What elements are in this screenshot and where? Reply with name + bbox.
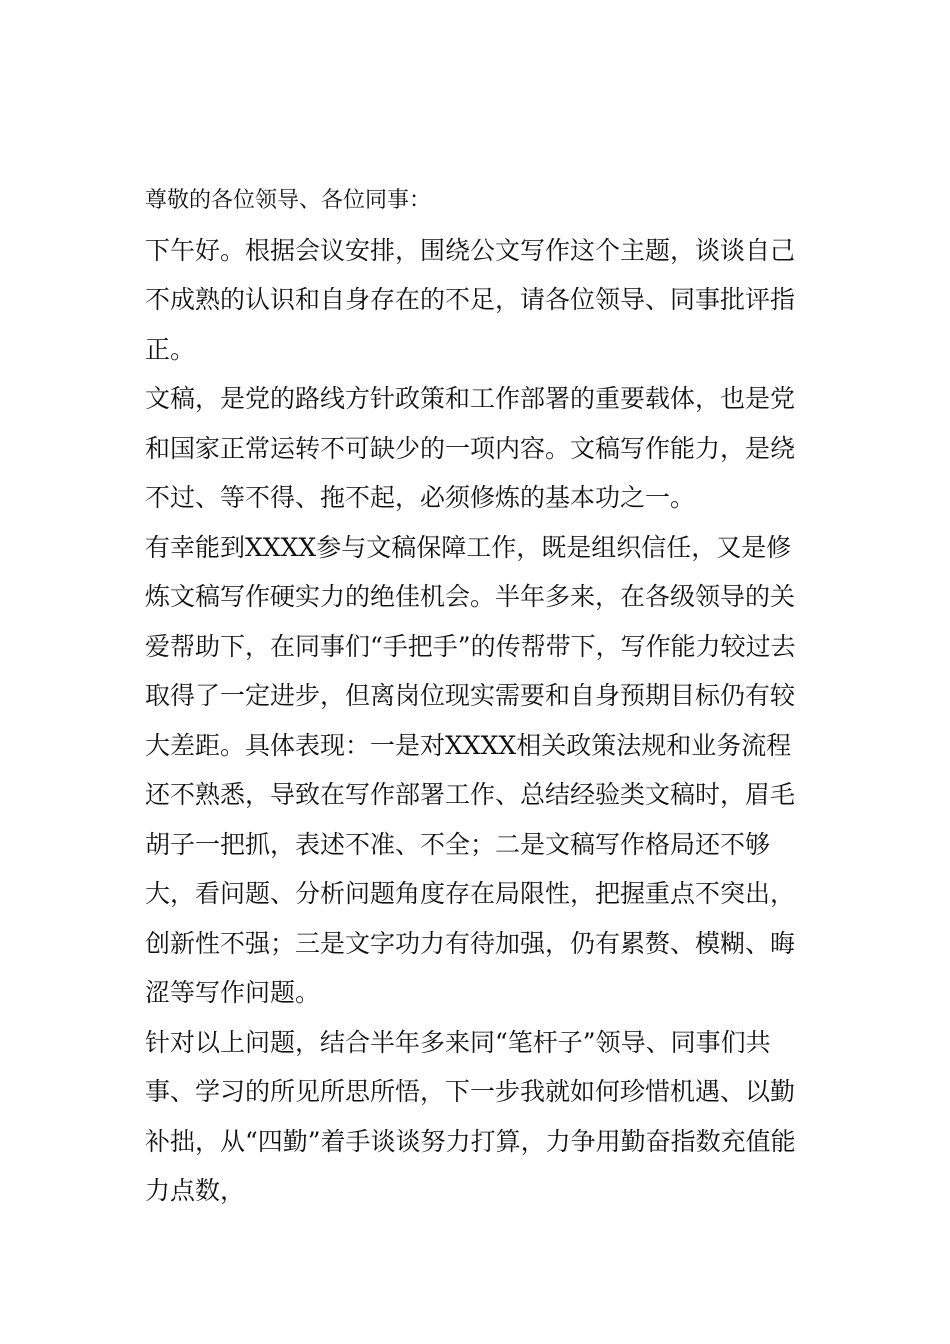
paragraph-next-steps: 针对以上问题，结合半年多来同“笔杆子”领导、同事们共事、学习的所见所思所悟，下一步我就如何珍惜机遇、以勤补拙，从“四勤”着手谈谈努力打算，力争用勤奋指数充值能力点数， — [145, 1027, 796, 1205]
document-body — [145, 176, 811, 1216]
paragraph-self-assessment: 有幸能到XXXX参与文稿保障工作，既是组织信任，又是修炼文稿写作硬实力的绝佳机会。半年多来，在各级领导的关爱帮助下，在同事们“手把手”的传帮带下，写作能力较过去取得了一定进步，但离岗位现实需要和自身预期目标仍有较大差距。具体表现：一是对XXXX相关政策法规和业务流程还不熟悉，导致在写作部署工作、总结经验类文稿时，眉毛胡子一把抓，表述不准、不全；二是文稿写作格局还不够大，看问题、分析问题角度存在局限性，把握重点不突出，创新性不强；三是文字功力有待加强，仍有累赘、模糊、晦涩等写作问题。 — [145, 532, 796, 1007]
paragraph-importance: 文稿，是党的路线方针政策和工作部署的重要载体，也是党和国家正常运转不可缺少的一项内容。文稿写作能力，是绕不过、等不得、拖不起，必须修炼的基本功之一。 — [145, 384, 796, 512]
salutation: 尊敬的各位领导、各位同事： — [145, 188, 432, 213]
paragraph-greeting: 下午好。根据会议安排，围绕公文写作这个主题，谈谈自己不成熟的认识和自身存在的不足，请各位领导、同事批评指正。 — [145, 235, 796, 364]
